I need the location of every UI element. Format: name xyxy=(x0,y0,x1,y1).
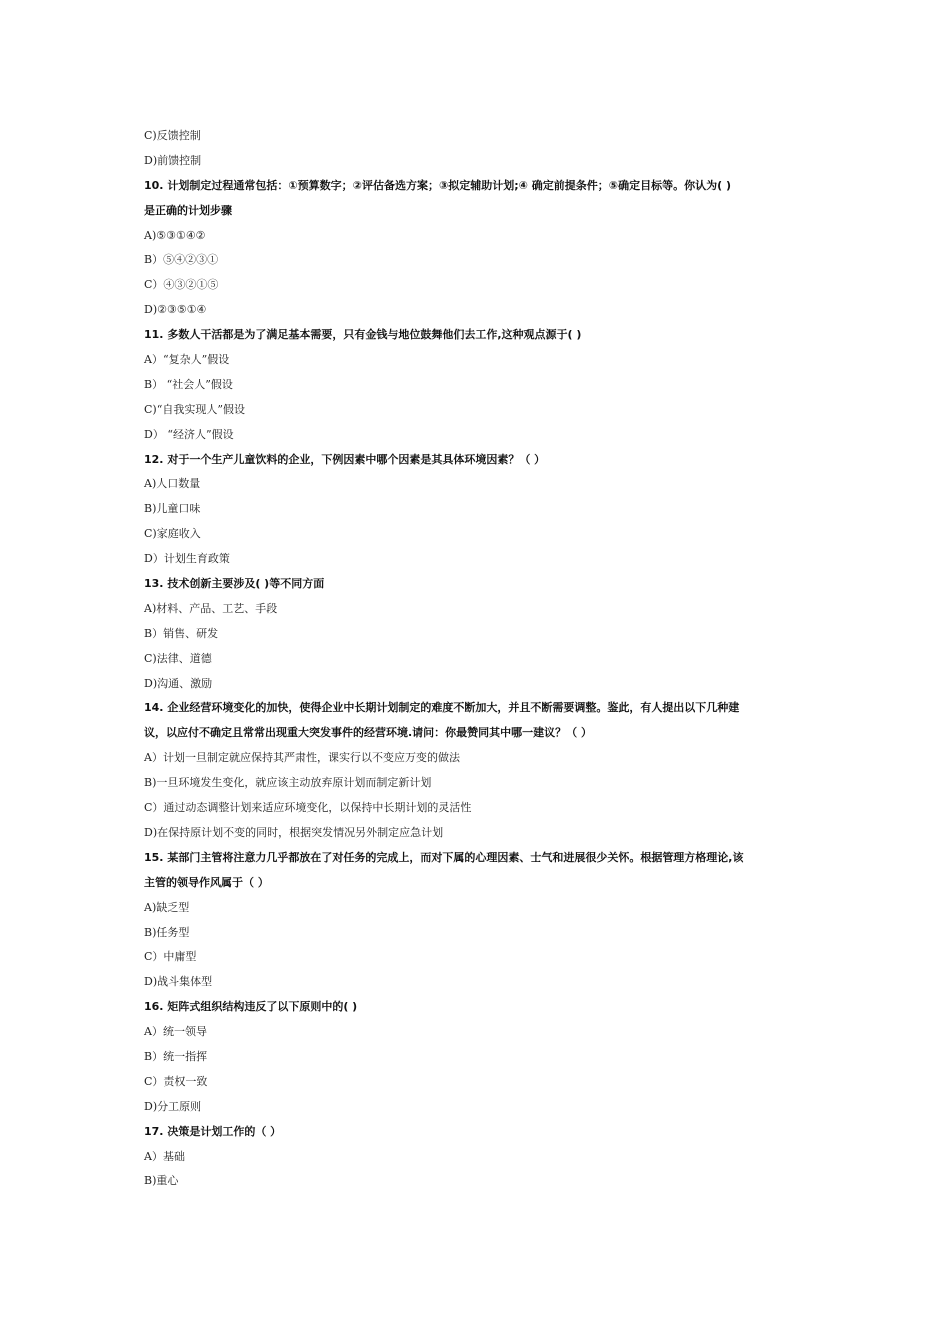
answer-option: B） “社会人”假设 xyxy=(144,377,233,391)
question-text: 10. 计划制定过程通常包括：①预算数字；②评估备选方案；③拟定辅助计划;④ 确定前提条件；⑤确定目标等。你认为( ) xyxy=(144,178,731,192)
question-text: 14. 企业经营环境变化的加快，使得企业中长期计划制定的难度不断加大，并且不断需要调整。鉴此，有人提出以下几种建 xyxy=(144,701,740,715)
answer-option: A）统一领导 xyxy=(144,1025,207,1039)
answer-option: B）统一指挥 xyxy=(144,1049,208,1063)
answer-option: C）通过动态调整计划来适应环境变化，以保持中长期计划的灵活性 xyxy=(144,801,472,815)
answer-option: D）计划生育政策 xyxy=(144,552,230,566)
answer-option: C）④③②①⑤ xyxy=(144,278,219,292)
answer-option: B)任务型 xyxy=(144,925,190,939)
answer-option: D)沟通、激励 xyxy=(144,676,213,690)
answer-option: B)儿童口味 xyxy=(144,502,201,516)
question-text: 是正确的计划步骤 xyxy=(144,203,232,217)
answer-option: D)前馈控制 xyxy=(144,153,202,167)
answer-option: D)在保持原计划不变的同时，根据突发情况另外制定应急计划 xyxy=(144,825,444,839)
answer-option: C)家庭收入 xyxy=(144,527,201,541)
answer-option: A）基础 xyxy=(144,1149,185,1163)
answer-option: A)⑤③①④② xyxy=(144,228,206,242)
answer-option: B）销售、研发 xyxy=(144,626,219,640)
question-text: 17. 决策是计划工作的（ ） xyxy=(144,1124,282,1138)
answer-option: D)分工原则 xyxy=(144,1099,202,1113)
answer-option: A）“复杂人”假设 xyxy=(144,353,230,367)
answer-option: C)法律、道德 xyxy=(144,651,212,665)
answer-option: D)战斗集体型 xyxy=(144,975,213,989)
answer-option: D)②③⑤①④ xyxy=(144,303,207,317)
answer-option: C）中庸型 xyxy=(144,950,197,964)
answer-option: B)重心 xyxy=(144,1174,179,1188)
answer-option: A）计划一旦制定就应保持其严肃性，课实行以不变应万变的做法 xyxy=(144,751,460,765)
answer-option: A)缺乏型 xyxy=(144,900,190,914)
answer-option: B)一旦环境发生变化，就应该主动放弃原计划而制定新计划 xyxy=(144,776,432,790)
answer-option: D） “经济人”假设 xyxy=(144,427,234,441)
question-text: 13. 技术创新主要涉及( )等不同方面 xyxy=(144,577,325,591)
question-text: 16. 矩阵式组织结构违反了以下原则中的( ) xyxy=(144,1000,358,1014)
answer-option: C）责权一致 xyxy=(144,1074,208,1088)
answer-option: C)反馈控制 xyxy=(144,129,201,142)
question-text: 11. 多数人干活都是为了满足基本需要，只有金钱与地位鼓舞他们去工作,这种观点源于( ) xyxy=(144,328,582,342)
question-text: 议，以应付不确定且常常出现重大突发事件的经营环境.请问：你最赞同其中哪一建议？（ ） xyxy=(144,726,593,740)
question-text: 15. 某部门主管将注意力几乎都放在了对任务的完成上，而对下属的心理因素、士气和进展很少关怀。根据管理方格理论,该 xyxy=(144,850,744,864)
document-page xyxy=(144,124,814,1194)
answer-option: A)人口数量 xyxy=(144,477,201,491)
question-text: 12. 对于一个生产儿童饮料的企业，下例因素中哪个因素是其具体环境因素？（ ） xyxy=(144,452,546,466)
answer-option: B）⑤④②③① xyxy=(144,253,219,267)
answer-option: A)材料、产品、工艺、手段 xyxy=(144,601,278,615)
answer-option: C)“自我实现人”假设 xyxy=(144,402,245,416)
question-text: 主管的领导作风属于（ ） xyxy=(144,875,269,889)
